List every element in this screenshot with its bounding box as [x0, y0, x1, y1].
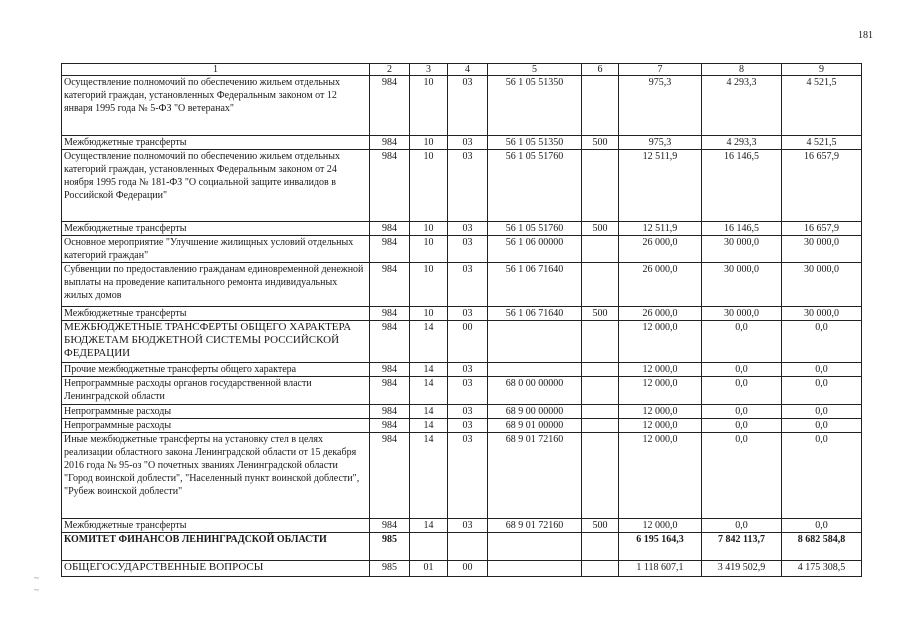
amount-year1-cell: 12 000,0: [619, 419, 702, 433]
section-cell: 14: [410, 321, 448, 363]
expense-type-cell: [582, 263, 619, 307]
grbs-cell: 984: [370, 377, 410, 405]
grbs-cell: 984: [370, 405, 410, 419]
target-article-cell: 56 1 06 00000: [488, 236, 582, 263]
table-row: [62, 561, 862, 577]
amount-year2-cell: 0,0: [702, 405, 782, 419]
amount-year2-cell: 0,0: [702, 321, 782, 363]
column-header: 8: [702, 64, 782, 76]
amount-year2-cell: 0,0: [702, 433, 782, 519]
amount-year2-cell: 16 146,5: [702, 222, 782, 236]
row-name-cell: Иные межбюджетные трансферты на установку стел в целях реализации областного закона Ленинградской области от 15 декабря 2016 года № 95-оз "О почетных званиях Ленинградской области "Город воинской доблести", "Населенный пункт воинской доблести", "Рубеж воинской доблести": [62, 433, 370, 519]
amount-year1-cell: 975,3: [619, 136, 702, 150]
amount-year1-cell: 12 000,0: [619, 519, 702, 533]
table-row: [62, 433, 862, 519]
expense-type-cell: [582, 321, 619, 363]
section-cell: 14: [410, 405, 448, 419]
grbs-cell: 984: [370, 136, 410, 150]
margin-mark: ~: [34, 585, 39, 595]
amount-year1-cell: 975,3: [619, 76, 702, 136]
subsection-cell: 03: [448, 307, 488, 321]
target-article-cell: 56 1 05 51760: [488, 222, 582, 236]
table-row: [62, 263, 862, 307]
amount-year3-cell: 30 000,0: [782, 236, 862, 263]
subsection-cell: [448, 533, 488, 561]
column-header: 9: [782, 64, 862, 76]
subsection-cell: 00: [448, 561, 488, 577]
amount-year2-cell: 0,0: [702, 519, 782, 533]
amount-year1-cell: 6 195 164,3: [619, 533, 702, 561]
expense-type-cell: 500: [582, 519, 619, 533]
amount-year1-cell: 12 511,9: [619, 222, 702, 236]
grbs-cell: 984: [370, 419, 410, 433]
target-article-cell: 56 1 06 71640: [488, 263, 582, 307]
target-article-cell: 56 1 06 71640: [488, 307, 582, 321]
amount-year3-cell: 8 682 584,8: [782, 533, 862, 561]
amount-year3-cell: 16 657,9: [782, 222, 862, 236]
table-row: [62, 519, 862, 533]
amount-year3-cell: 0,0: [782, 433, 862, 519]
target-article-cell: [488, 561, 582, 577]
row-name-cell: Основное мероприятие "Улучшение жилищных условий отдельных категорий граждан": [62, 236, 370, 263]
subsection-cell: 03: [448, 363, 488, 377]
subsection-cell: 03: [448, 76, 488, 136]
subsection-cell: 03: [448, 433, 488, 519]
target-article-cell: [488, 533, 582, 561]
target-article-cell: 68 9 00 00000: [488, 405, 582, 419]
amount-year3-cell: 4 521,5: [782, 136, 862, 150]
amount-year3-cell: 0,0: [782, 519, 862, 533]
table-row: [62, 307, 862, 321]
amount-year3-cell: 0,0: [782, 321, 862, 363]
subsection-cell: 03: [448, 377, 488, 405]
column-header: 6: [582, 64, 619, 76]
expense-type-cell: [582, 533, 619, 561]
section-cell: 14: [410, 419, 448, 433]
grbs-cell: 984: [370, 76, 410, 136]
expense-type-cell: [582, 419, 619, 433]
target-article-cell: 56 1 05 51350: [488, 136, 582, 150]
target-article-cell: 68 9 01 00000: [488, 419, 582, 433]
amount-year2-cell: 4 293,3: [702, 76, 782, 136]
section-cell: 14: [410, 363, 448, 377]
amount-year3-cell: 0,0: [782, 405, 862, 419]
amount-year3-cell: 0,0: [782, 363, 862, 377]
section-cell: 01: [410, 561, 448, 577]
amount-year1-cell: 1 118 607,1: [619, 561, 702, 577]
section-cell: 14: [410, 519, 448, 533]
table-row: [62, 377, 862, 405]
target-article-cell: 68 0 00 00000: [488, 377, 582, 405]
amount-year2-cell: 0,0: [702, 419, 782, 433]
amount-year3-cell: 30 000,0: [782, 263, 862, 307]
section-cell: 10: [410, 222, 448, 236]
expense-type-cell: 500: [582, 136, 619, 150]
amount-year2-cell: 30 000,0: [702, 263, 782, 307]
column-header: 2: [370, 64, 410, 76]
amount-year3-cell: 0,0: [782, 377, 862, 405]
amount-year1-cell: 26 000,0: [619, 263, 702, 307]
row-name-cell: Межбюджетные трансферты: [62, 136, 370, 150]
grbs-cell: 985: [370, 533, 410, 561]
section-cell: 14: [410, 377, 448, 405]
amount-year1-cell: 12 000,0: [619, 377, 702, 405]
column-header: 1: [62, 64, 370, 76]
section-cell: 14: [410, 433, 448, 519]
expense-type-cell: [582, 405, 619, 419]
grbs-cell: 984: [370, 363, 410, 377]
subsection-cell: 00: [448, 321, 488, 363]
row-name-cell: Межбюджетные трансферты: [62, 222, 370, 236]
section-cell: 10: [410, 236, 448, 263]
amount-year1-cell: 12 000,0: [619, 321, 702, 363]
table-row: [62, 419, 862, 433]
column-header: 7: [619, 64, 702, 76]
amount-year1-cell: 12 000,0: [619, 433, 702, 519]
section-cell: 10: [410, 150, 448, 222]
amount-year2-cell: 30 000,0: [702, 236, 782, 263]
row-name-cell: Межбюджетные трансферты: [62, 519, 370, 533]
expense-type-cell: 500: [582, 307, 619, 321]
amount-year2-cell: 7 842 113,7: [702, 533, 782, 561]
section-cell: 10: [410, 76, 448, 136]
table-row: [62, 533, 862, 561]
grbs-cell: 984: [370, 150, 410, 222]
row-name-cell: Непрограммные расходы органов государственной власти Ленинградской области: [62, 377, 370, 405]
section-cell: 10: [410, 136, 448, 150]
table-row: [62, 405, 862, 419]
amount-year3-cell: 0,0: [782, 419, 862, 433]
column-header: 5: [488, 64, 582, 76]
amount-year1-cell: 12 000,0: [619, 405, 702, 419]
amount-year2-cell: 16 146,5: [702, 150, 782, 222]
amount-year1-cell: 26 000,0: [619, 236, 702, 263]
expense-type-cell: [582, 561, 619, 577]
grbs-cell: 984: [370, 263, 410, 307]
section-cell: 10: [410, 263, 448, 307]
grbs-cell: 984: [370, 236, 410, 263]
target-article-cell: 68 9 01 72160: [488, 433, 582, 519]
amount-year3-cell: 4 175 308,5: [782, 561, 862, 577]
grbs-cell: 985: [370, 561, 410, 577]
margin-mark: ~: [34, 573, 39, 583]
column-header: 4: [448, 64, 488, 76]
target-article-cell: [488, 363, 582, 377]
amount-year3-cell: 4 521,5: [782, 76, 862, 136]
subsection-cell: 03: [448, 236, 488, 263]
row-name-cell: Межбюджетные трансферты: [62, 307, 370, 321]
subsection-cell: 03: [448, 519, 488, 533]
subsection-cell: 03: [448, 263, 488, 307]
table-row: [62, 150, 862, 222]
grbs-cell: 984: [370, 519, 410, 533]
amount-year1-cell: 12 511,9: [619, 150, 702, 222]
budget-table: [61, 63, 862, 577]
table-row: [62, 222, 862, 236]
grbs-cell: 984: [370, 307, 410, 321]
page-number: 181: [858, 30, 873, 41]
table-row: [62, 236, 862, 263]
expense-type-cell: [582, 150, 619, 222]
target-article-cell: 56 1 05 51350: [488, 76, 582, 136]
expense-type-cell: [582, 236, 619, 263]
expense-type-cell: [582, 433, 619, 519]
subsection-cell: 03: [448, 136, 488, 150]
target-article-cell: 68 9 01 72160: [488, 519, 582, 533]
section-cell: [410, 533, 448, 561]
expense-type-cell: 500: [582, 222, 619, 236]
subsection-cell: 03: [448, 222, 488, 236]
row-name-cell: Непрограммные расходы: [62, 405, 370, 419]
amount-year2-cell: 0,0: [702, 377, 782, 405]
amount-year3-cell: 30 000,0: [782, 307, 862, 321]
amount-year2-cell: 30 000,0: [702, 307, 782, 321]
row-name-cell: Прочие межбюджетные трансферты общего характера: [62, 363, 370, 377]
amount-year1-cell: 26 000,0: [619, 307, 702, 321]
target-article-cell: [488, 321, 582, 363]
grbs-cell: 984: [370, 321, 410, 363]
amount-year2-cell: 3 419 502,9: [702, 561, 782, 577]
expense-type-cell: [582, 363, 619, 377]
subsection-cell: 03: [448, 419, 488, 433]
subsection-cell: 03: [448, 405, 488, 419]
column-header: 3: [410, 64, 448, 76]
subsection-cell: 03: [448, 150, 488, 222]
expense-type-cell: [582, 377, 619, 405]
table-row: [62, 136, 862, 150]
row-name-cell: МЕЖБЮДЖЕТНЫЕ ТРАНСФЕРТЫ ОБЩЕГО ХАРАКТЕРА БЮДЖЕТАМ БЮДЖЕТНОЙ СИСТЕМЫ РОССИЙСКОЙ ФЕДЕРАЦИИ: [62, 321, 370, 363]
amount-year3-cell: 16 657,9: [782, 150, 862, 222]
amount-year2-cell: 4 293,3: [702, 136, 782, 150]
row-name-cell: КОМИТЕТ ФИНАНСОВ ЛЕНИНГРАДСКОЙ ОБЛАСТИ: [62, 533, 370, 561]
table-row: [62, 363, 862, 377]
amount-year2-cell: 0,0: [702, 363, 782, 377]
row-name-cell: Осуществление полномочий по обеспечению жильем отдельных категорий граждан, установленных Федеральным законом от 24 ноября 1995 года № 181-ФЗ "О социальной защите инвалидов в Российской Федерации": [62, 150, 370, 222]
amount-year1-cell: 12 000,0: [619, 363, 702, 377]
grbs-cell: 984: [370, 433, 410, 519]
row-name-cell: Субвенции по предоставлению гражданам единовременной денежной выплаты на проведение капитального ремонта индивидуальных жилых домов: [62, 263, 370, 307]
expense-type-cell: [582, 76, 619, 136]
row-name-cell: Осуществление полномочий по обеспечению жильем отдельных категорий граждан, установленных Федеральным законом от 12 января 1995 года № 5-ФЗ "О ветеранах": [62, 76, 370, 136]
target-article-cell: 56 1 05 51760: [488, 150, 582, 222]
row-name-cell: ОБЩЕГОСУДАРСТВЕННЫЕ ВОПРОСЫ: [62, 561, 370, 577]
table-row: [62, 76, 862, 136]
table-body: [62, 64, 862, 577]
grbs-cell: 984: [370, 222, 410, 236]
column-number-row: [62, 64, 862, 76]
row-name-cell: Непрограммные расходы: [62, 419, 370, 433]
section-cell: 10: [410, 307, 448, 321]
table-row: [62, 321, 862, 363]
